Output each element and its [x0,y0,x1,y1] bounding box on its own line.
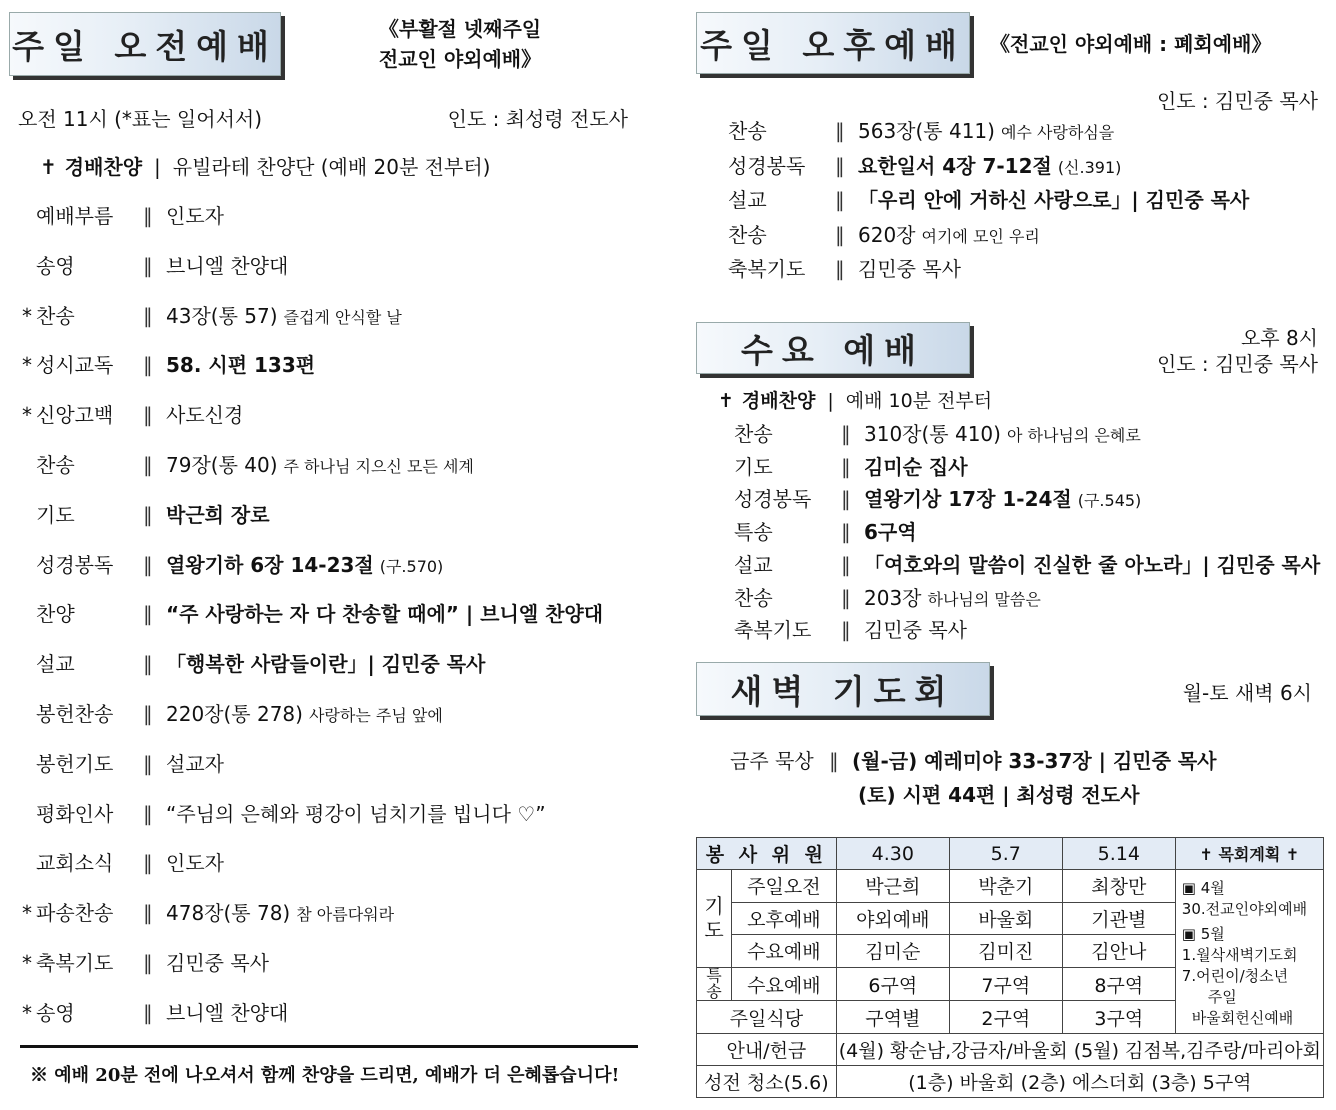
order-item-value: 브니엘 찬양대 [166,253,289,278]
morning-service-title: 주일 오전예배 [9,12,281,76]
order-item-label: 찬송 [734,585,773,610]
morning-praise [40,151,490,180]
morning-leader: 인도 : 최성령 전도사 [447,107,628,131]
order-item-label: 찬양 [36,602,75,627]
separator: ∥ [143,801,153,826]
order-item-value: 브니엘 찬양대 [166,1000,289,1025]
table-cell: 8구역 [1062,967,1175,1001]
plan-line: 바울회헌신예배 [1191,1009,1294,1027]
order-item-value: 6구역 [864,520,917,545]
afternoon-leader: 인도 : 김민중 목사 [1156,89,1318,113]
separator: ∥ [841,618,851,643]
table-header-date: 5.14 [1062,838,1175,870]
order-item [734,516,917,545]
table-cell: 김안나 [1062,935,1175,968]
order-item-note: 예수 사랑하심을 [1000,123,1115,142]
table-cell: 3구역 [1062,1001,1175,1034]
order-item-value: 「여호와의 말씀이 진실한 줄 아노라」| 김민중 목사 [864,552,1321,577]
order-item-note: 즐겁게 안식할 날 [283,307,402,327]
wednesday-leader: 인도 : 김민중 목사 [1156,352,1318,376]
order-item-value: 김민중 목사 [166,951,269,975]
table-cell: 박춘기 [949,870,1062,903]
order-item-label: 신앙고백 [36,403,114,428]
order-item-value: 사도신경 [166,403,244,428]
table-row-label: 안내/헌금 [697,1034,837,1066]
separator: ∥ [143,303,153,328]
order-item [734,451,968,480]
order-item-value: 열왕기상 17장 1-24절 [864,487,1072,512]
table-cell: 7구역 [949,967,1062,1001]
order-item-label: 기도 [36,502,75,527]
order-item-label: 특송 [734,520,773,545]
table-cell: 김미순 [836,935,949,968]
wednesday-service-title: 수요 예배 [696,322,970,374]
footer-divider [20,1045,638,1048]
order-item-value: 203장 [864,585,922,610]
separator: ∥ [143,652,153,677]
morning-time [18,103,262,132]
order-item-label: 성경봉독 [36,552,114,577]
table-header-role: 봉 사 위 원 [697,838,837,870]
order-item-value: “주 사랑하는 자 다 찬송할 때에” | 브니엘 찬양대 [166,602,604,627]
standing-mark: * [22,353,32,378]
table-cell: 바울회 [949,902,1062,935]
order-item [18,947,269,976]
order-item-value: 220장(통 278) [166,702,303,726]
order-item [18,549,443,578]
dawn-label: 금주 묵상 [730,749,814,773]
order-item-value: 58. 시편 133편 [166,353,316,378]
order-item [18,598,603,627]
order-item-value: 310장(통 410) [864,422,1001,446]
separator: ∥ [143,552,153,577]
separator: ∥ [143,253,153,278]
morning-time-text: 오전 11시 (*표는 일어서서) [18,107,263,131]
dawn-line2: (토) 시편 44편 | 최성령 전도사 [858,783,1140,807]
afternoon-subtitle: 《전교인 야외예배 : 폐회예배》 [990,32,1272,56]
order-item-label: 찬송 [36,453,75,477]
order-item [728,150,1121,179]
dawn-second [858,779,1139,808]
order-item-label: 송영 [36,1000,75,1025]
order-item-value: 인도자 [166,204,224,228]
separator: ∥ [143,901,153,926]
order-item-value: 「우리 안에 거하신 사랑으로」| 김민중 목사 [858,188,1250,212]
order-item [18,698,443,727]
separator: ∥ [841,552,851,577]
order-item [728,115,1114,144]
praise-label: 경배찬양 [64,155,143,179]
table-cell: 김미진 [949,935,1062,968]
table-row-label: 주일식당 [697,1001,837,1034]
order-item [734,582,1041,611]
order-item-label: 성경봉독 [734,487,812,512]
order-item-value: “주님의 은혜와 평강이 넘치기를 빕니다 ♡” [166,801,546,826]
order-item-note: 하나님의 말씀은 [927,589,1041,609]
order-item-label: 예배부름 [36,204,114,228]
table-header-plan: ✝ 목회계획 ✝ [1175,838,1323,870]
table-row-label: 주일오전 [732,870,837,903]
plan-line: ▣ 4월 [1181,879,1225,897]
order-item-note: 주 하나님 지으신 모든 세계 [283,457,474,476]
morning-subtitle [330,14,590,74]
table-clean-value: (1층) 바울회 (2층) 에스더회 (3층) 5구역 [836,1066,1323,1098]
morning-footer-note: ※ 예배 20분 전에 나오셔서 함께 찬양을 드리면, 예배가 더 은혜롭습니다! [30,1065,620,1086]
plan-line: 30.전교인야외예배 [1181,900,1308,918]
order-item-value: 박근희 장로 [166,502,270,527]
dawn-time: 월-토 새벽 6시 [1182,681,1312,705]
order-item [734,549,1320,578]
order-item-label: 축복기도 [36,951,114,975]
separator: ∥ [841,585,851,610]
order-item-value: 인도자 [166,851,224,876]
order-item-label: 파송찬송 [36,901,114,926]
order-item-value: 563장(통 411) [858,119,995,143]
standing-mark: * [22,901,32,926]
order-item-value: 김민중 목사 [864,618,967,643]
table-header-date: 5.7 [949,838,1062,870]
order-item [728,219,1040,248]
order-item-label: 찬송 [734,422,773,446]
praise-label: 경배찬양 [741,390,816,412]
morning-subtitle-line2: 전교인 야외예배》 [378,47,542,71]
dawn-prayer-title: 새벽 기도회 [696,662,990,716]
order-item-note: 아 하나님의 은혜로 [1006,426,1141,445]
table-cell: 6구역 [836,967,949,1001]
wednesday-praise [718,386,992,413]
order-item [18,449,474,478]
table-cell: 최창만 [1062,870,1175,903]
table-cell: 야외예배 [836,902,949,935]
order-item [18,250,288,279]
praise-text: 예배 10분 전부터 [845,390,993,412]
wednesday-time: 오후 8시 [1240,326,1318,350]
order-item [18,200,224,229]
order-item-note: 여기에 모인 우리 [921,226,1040,246]
separator: ∥ [829,749,839,773]
order-item-value: 620장 [858,222,916,247]
plan-line: 주일 [1207,988,1237,1006]
order-item-value: 김민중 목사 [858,257,961,281]
order-item-value: 79장(통 40) [166,453,278,477]
order-item [734,614,967,643]
separator: ∥ [835,153,845,178]
order-item-value: 열왕기하 6장 14-23절 [166,552,374,577]
separator: ∥ [841,422,851,446]
praise-sep: | [154,155,161,179]
separator: ∥ [841,454,851,479]
order-item-value: 478장(통 78) [166,901,291,926]
afternoon-service-title: 주일 오후예배 [696,12,970,74]
table-cell: 박근희 [836,870,949,903]
separator: ∥ [835,188,845,212]
table-row-label: 수요예배 [732,967,837,1001]
table-row-label: 수요예배 [732,935,837,968]
order-item [734,418,1141,447]
order-item [18,997,288,1026]
separator: ∥ [143,751,153,776]
order-item-label: 축복기도 [734,618,812,643]
table-cell: 2구역 [949,1001,1062,1034]
separator: ∥ [143,453,153,477]
separator: ∥ [835,222,845,247]
order-item-label: 교회소식 [36,851,114,876]
table-row-label: 성전 청소(5.6) [697,1066,837,1098]
order-item-note: (구.545) [1077,491,1142,511]
order-item [18,300,402,329]
separator: ∥ [143,1000,153,1025]
order-item [18,349,315,378]
order-item-note: 참 아름다워라 [296,905,395,925]
separator: ∥ [143,353,153,378]
plan-line: 1.월삭새벽기도회 [1181,946,1298,964]
separator: ∥ [143,403,153,428]
separator: ∥ [143,602,153,627]
separator: ∥ [143,204,153,228]
order-item [18,798,546,827]
order-item [18,748,224,777]
praise-sep: | [827,390,834,412]
order-item-value: 설교자 [166,751,224,776]
morning-subtitle-line1: 《부활절 넷째주일 [378,17,542,41]
order-item-label: 송영 [36,253,75,278]
order-item-note: (구.570) [379,556,444,576]
plan-line: ▣ 5월 [1181,925,1225,943]
order-item-label: 성시교독 [36,353,114,378]
order-item [728,253,961,282]
table-cell: 기관별 [1062,902,1175,935]
order-item-label: 봉헌기도 [36,751,114,776]
order-item-label: 성경봉독 [728,153,806,178]
standing-mark: * [22,1000,32,1025]
order-item-label: 설교 [728,188,767,212]
table-cell: 구역별 [836,1001,949,1034]
order-item [18,847,224,876]
separator: ∥ [835,119,845,143]
plan-line: 7.어린이/청소년 [1181,967,1289,985]
order-item-value: 김미순 집사 [864,454,968,479]
separator: ∥ [835,257,845,281]
cross-icon: ✝ [40,155,57,179]
order-item [18,897,394,926]
order-item-label: 평화인사 [36,801,114,826]
separator: ∥ [841,487,851,512]
order-item-note: (신.391) [1057,157,1122,177]
cross-icon: ✝ [718,390,734,412]
separator: ∥ [143,951,153,975]
order-item-label: 설교 [36,652,75,677]
dawn-meditation [730,745,1217,774]
service-table [696,837,1324,1098]
separator: ∥ [143,851,153,876]
standing-mark: * [22,303,32,328]
order-item-label: 축복기도 [728,257,806,281]
order-item [18,499,270,528]
order-item-label: 봉헌찬송 [36,702,114,726]
pastoral-plan-cell [1175,870,1323,1034]
order-item-value: 「행복한 사람들이란」| 김민중 목사 [166,652,486,677]
dawn-line1: (월-금) 예레미야 33-37장 | 김민중 목사 [852,749,1217,773]
order-item [728,184,1249,213]
order-item-value: 요한일서 4장 7-12절 [858,153,1052,178]
table-group-special: 특 송 [697,967,732,1001]
standing-mark: * [22,403,32,428]
order-item [18,399,243,428]
order-item-label: 찬송 [728,222,767,247]
table-group-prayer: 기 도 [697,870,732,968]
order-item-label: 찬송 [728,119,767,143]
order-item-label: 찬송 [36,303,75,328]
praise-text: 유빌라테 찬양단 (예배 20분 전부터) [172,155,491,179]
order-item-value: 43장(통 57) [166,303,278,328]
separator: ∥ [841,520,851,545]
order-item-label: 설교 [734,552,773,577]
standing-mark: * [22,951,32,975]
separator: ∥ [143,502,153,527]
table-row-label: 오후예배 [732,902,837,935]
table-header-date: 4.30 [836,838,949,870]
table-guide-value: (4월) 황순남,강금자/바울회 (5월) 김점복,김주랑/마리아회 [836,1034,1323,1066]
order-item-label: 기도 [734,454,773,479]
order-item [734,483,1141,512]
order-item [18,648,485,677]
order-item-note: 사랑하는 주님 앞에 [308,706,443,725]
separator: ∥ [143,702,153,726]
